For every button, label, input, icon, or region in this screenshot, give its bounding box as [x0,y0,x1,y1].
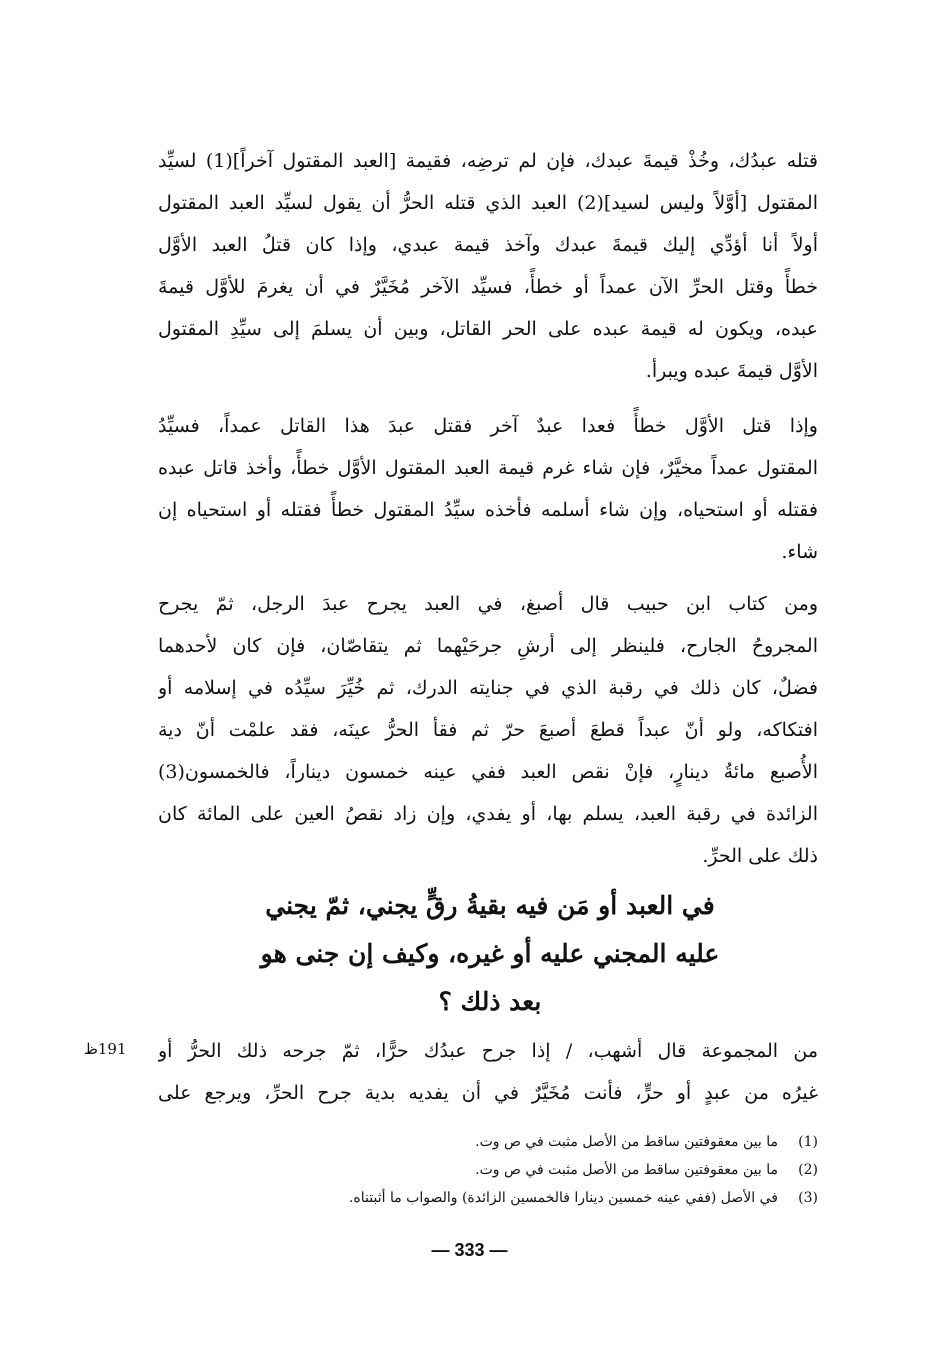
text-line: شاء. [781,541,818,563]
footnote [280,1156,818,1184]
footnote-number: (1) [798,1134,818,1150]
text-line: الأوَّل قيمةَ عبده ويبرأ. [645,360,818,382]
heading-line: عليه المجني عليه أو غيره، وكيف إن جنى هو [260,939,720,968]
footnote [280,1128,818,1156]
footnotes [280,1128,818,1212]
footnote-number: (3) [798,1190,818,1206]
margin-folio-note: 191ظ [84,1040,127,1058]
text-line: المقتول [أوَّلاً وليس لسيد](2) العبد الذي قتله الحرُّ أن يقول لسيِّد العبد المقتول [158,192,818,214]
footnote [280,1184,818,1212]
footnote-number: (2) [798,1162,818,1178]
text-line: فضلٌ، كان ذلك في رقبة الذي في جنايته الدرك، ثم خُيِّرَ سيِّدُه في إسلامه أو [158,677,818,699]
text-line: وإذا قتل الأوَّل خطأً فعدا عبدٌ آخر فقتل عبدَ هذا القاتل عمداً، فسيِّدُ [158,415,818,437]
text-line: ذلك على الحرِّ. [702,845,818,867]
paragraph-3 [158,583,818,877]
text-line: غيرُه من عبدٍ أو حرٍّ، فأنت مُخَيَّرٌ في أن يفديه بدية جرح الحرِّ، ويرجع على [158,1082,818,1104]
text-line: أولاً أنا أؤدِّي إليك قيمةَ عبدك وآخذ قيمة عبدي، وإذا كان قتلُ العبد الأوَّل [158,234,818,256]
text-line: المقتول عمداً مخيَّرٌ، فإن شاء غرم قيمة العبد المقتول الأوَّل خطأً، وأخذ قاتل عبده [158,457,818,479]
footnote-text: ما بين معقوفتين ساقط من الأصل مثبت في ص وت. [475,1162,778,1178]
footnote-text: في الأصل (ففي عينه خمسين دينارا فالخمسين الزائدة) والصواب ما أثبتناه. [348,1190,778,1206]
footnote-text: ما بين معقوفتين ساقط من الأصل مثبت في ص وت. [475,1134,778,1150]
paragraph-2 [158,405,818,573]
heading-line: في العبد أو مَن فيه بقيةُ رقٍّ يجني، ثمّ يجني [265,891,715,920]
text-line: خطأً وقتل الحرِّ الآن عمداً أو خطأً، فسيِّد الآخر مُخَيَّرٌ في أن يغرمَ للأوَّل قيمةَ [158,276,818,298]
text-line: المجروحُ الجارح، فلينظر إلى أرشِ جرحَيْهما ثم يتقاصّان، فإن كان لأحدهما [158,635,818,657]
section-heading [230,882,750,1026]
paragraph-1 [158,140,818,392]
text-line: فقتله أو استحياه، وإن شاء أسلمه فأخذه سيِّدُ المقتول خطأً فقتله أو استحياه إن [158,499,818,521]
text-line: عبده، ويكون له قيمة عبده على الحر القاتل، وبين أن يسلمَ إلى سيِّدِ المقتول [158,318,818,340]
text-line: افتكاكه، ولو أنّ عبداً قطعَ أصبعَ حرّ ثم فقأ الحرُّ عينَه، فقد علمْت أنّ دية [158,719,818,741]
text-line: الزائدة في رقبة العبد، يسلم بها، أو يفدي، وإن زاد نقصُ العين على المائة كان [158,803,818,825]
heading-line: بعد ذلك ؟ [438,987,542,1016]
text-line: من المجموعة قال أشهب، / إذا جرح عبدُك حرًّا، ثمّ جرحه ذلك الحرُّ أو [158,1040,818,1062]
paragraph-4 [158,1030,818,1114]
text-line: الأُصبع مائةُ دينارٍ، فإنْ نقص العبد ففي عينه خمسون ديناراً، فالخمسون(3) [158,761,818,783]
page-number: — 333 — [431,1240,508,1260]
text-line: قتله عبدُك، وخُذْ قيمةَ عبدك، فإن لم ترضِه، فقيمة [العبد المقتول آخراً](1) لسيِّد [158,150,818,172]
text-line: ومن كتاب ابن حبيب قال أصبغ، في العبد يجرح عبدَ الرجل، ثمّ يجرح [158,593,818,615]
